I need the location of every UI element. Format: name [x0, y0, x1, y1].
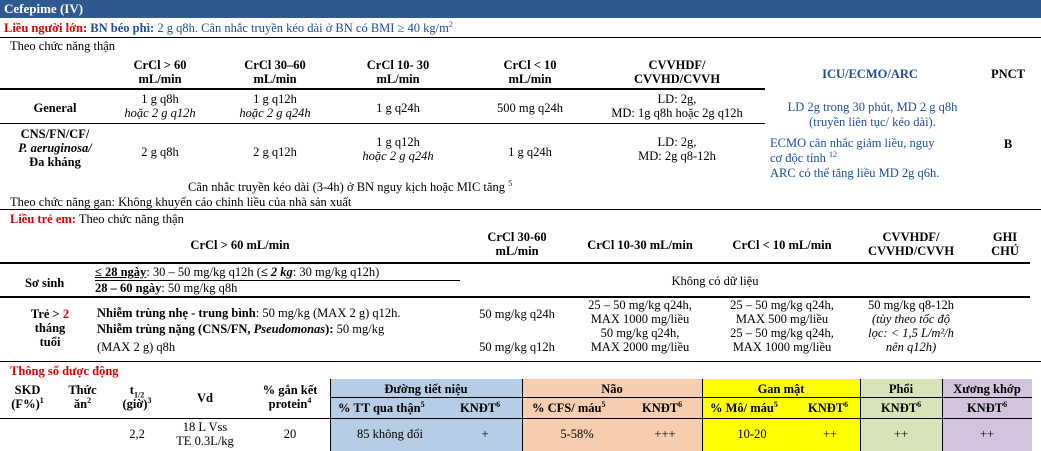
adult-dose-line — [4, 21, 453, 35]
pk-bile-kndt: ++ — [822, 427, 838, 441]
pk-bile-header: Gan mật — [757, 382, 805, 396]
pk-brain-pct-header: % CFS/ máu$^5$ — [532, 399, 606, 415]
drug-title: Cefepime (IV) — [4, 1, 84, 16]
pk-bone-kndt-header: KNĐT$^6$ — [966, 399, 1008, 415]
ped-col-crrt: CVVHDF/ CVVHD/CVVH — [867, 230, 955, 258]
neonate-line2: 28 – 60 ngày: 50 mg/kg q8h — [95, 281, 238, 295]
pk-vd-value: 18 L Vss TE 0.3L/kg — [176, 420, 234, 448]
pk-bile-pct: 10-20 — [737, 427, 767, 441]
col-icu: ICU/ECMO/ARC — [822, 67, 918, 81]
divider — [0, 88, 765, 90]
child-crcl-lt10: 25 – 50 mg/kg q24h, MAX 500 mg/liều 25 – 50 mg/kg q24h, MAX 1000 mg/liều — [730, 298, 834, 354]
no-data-text: Không có dữ liệu — [671, 274, 759, 288]
adult-heading: Liều người lớn: — [4, 21, 88, 35]
pk-heading: Thông số dược động — [10, 364, 119, 378]
row-cns-label: CNS/FN/CF/ P. aeruginosa/ Đa kháng — [18, 127, 92, 169]
ped-col-note: GHI CHÚ — [991, 230, 1019, 258]
pk-thalf-header: $t_{1/2}$ (giờ)$^3$ — [122, 383, 152, 411]
col-crcl-lt10: CrCl < 10 mL/min — [503, 58, 557, 86]
ped-col-crcl-lt10: CrCl < 10 mL/min — [732, 238, 832, 252]
pk-urinary-pct: 85 không đổi — [357, 427, 423, 441]
child-severe: Nhiễm trùng nặng (CNS/FN, Pseudomonas): 50 mg/kg — [97, 322, 385, 336]
divider — [330, 397, 1032, 398]
divider — [0, 361, 1041, 362]
row-general-label: General — [33, 101, 77, 115]
adult-renal-note: Theo chức năng thận — [10, 39, 115, 53]
general-crcl30: 1 g q12h hoặc 2 g q24h — [239, 92, 311, 120]
hepatic-note: Theo chức năng gan: Không khuyến cáo chỉnh liều của nhà sản xuất — [10, 195, 352, 209]
pk-lung-kndt: ++ — [893, 427, 909, 441]
pediatric-heading: Liều trẻ em: — [10, 212, 76, 226]
child-mild: Nhiễm trùng nhẹ - trung bình: 50 mg/kg (MAX 2 g) q12h. — [97, 306, 401, 320]
general-crcl60: 1 g q8h hoặc 2 g q12h — [124, 92, 196, 120]
general-crcl10: 1 g q24h — [376, 101, 420, 115]
general-crrt: LD: 2g, MD: 1g q8h hoặc 2g q12h — [611, 92, 743, 120]
pk-protein-header: % gắn kết protein$^4$ — [262, 383, 318, 411]
pk-vd-header: Vd — [197, 391, 213, 405]
pk-lung-header: Phổi — [888, 382, 914, 396]
obese-text: 2 g q8h. Cân nhắc truyền kéo dài ở BN có BMI ≥ 40 kg/m — [157, 21, 449, 35]
pk-urinary-kndt-header: KNĐT$^6$ — [460, 399, 501, 415]
pk-bone-kndt: ++ — [979, 427, 995, 441]
pk-bile-kndt-header: KNĐT$^6$ — [808, 399, 849, 415]
cns-crcl10: 1 g q12h hoặc 2 g q24h — [362, 135, 434, 163]
pk-brain-kndt: +++ — [654, 427, 676, 441]
divider — [0, 37, 1041, 38]
cns-crcl-lt10: 1 g q24h — [508, 145, 552, 159]
neonate-label: Sơ sinh — [25, 276, 65, 290]
general-crcl-lt10: 500 mg q24h — [497, 101, 563, 115]
child-severe-line2: (MAX 2 g) q8h — [97, 340, 176, 354]
col-crcl30: CrCl 30–60 mL/min — [244, 58, 306, 86]
child-crcl30-severe: 50 mg/kg q12h — [479, 340, 555, 354]
child-crrt: 50 mg/kg q8-12h (tùy theo tốc độ lọc: < 1,5 L/m²/h nên q12h) — [867, 298, 955, 354]
cns-crcl30: 2 g q12h — [253, 145, 297, 159]
divider — [0, 209, 1041, 210]
col-crcl10: CrCl 10- 30 mL/min — [366, 58, 430, 86]
pk-urinary-header: Đường tiết niệu — [384, 382, 468, 396]
pk-protein-value: 20 — [283, 427, 297, 441]
child-label: Trẻ > 2 tháng tuổi — [30, 307, 70, 349]
neonate-line1: ≤ 28 ngày: 30 – 50 mg/kg q12h (≤ 2 kg: 30 mg/kg q12h) — [95, 265, 380, 279]
pk-brain-kndt-header: KNĐT$^6$ — [642, 399, 683, 415]
divider — [0, 262, 1030, 264]
divider — [0, 123, 765, 124]
pnct-value: B — [1003, 137, 1013, 151]
pk-food-header: Thức $ăn^2$ — [68, 383, 97, 411]
obese-sup: 2 — [448, 19, 453, 29]
pediatric-renal-note: Theo chức năng thận — [78, 212, 184, 226]
extended-note: Cân nhắc truyền kéo dài (3-4h) ở BN nguy kịch hoặc MIC tăng $^5$ — [188, 178, 513, 194]
col-crrt: CVVHDF/ CVVHD/CVVH — [633, 58, 721, 86]
cns-crrt: LD: 2g, MD: 2g q8-12h — [638, 135, 716, 163]
title-bar — [0, 0, 1041, 18]
pk-urinary-pct-header: % TT qua thận$^5$ — [338, 399, 425, 415]
divider — [0, 418, 1032, 419]
pk-bone-header: Xương khớp — [953, 382, 1021, 396]
col-crcl60: CrCl > 60 mL/min — [133, 58, 187, 86]
pk-lung-kndt-header: KNĐT$^6$ — [880, 399, 922, 415]
ped-col-crcl10: CrCl 10-30 mL/min — [587, 238, 693, 252]
pk-thalf-value: 2,2 — [129, 427, 145, 441]
pediatric-heading-line — [10, 212, 184, 226]
pk-urinary-kndt: + — [481, 427, 489, 441]
icu-text: LD 2g trong 30 phút, MD 2 g q8h (truyền liên tục/ kéo dài). ECMO cân nhắc giảm liều, nguy cơ độc tính $^{12}$ ARC có thể tăng liều MD 2g q6h. — [770, 100, 958, 180]
col-pnct: PNCT — [990, 67, 1026, 81]
ped-col-crcl60: CrCl > 60 mL/min — [190, 238, 290, 252]
cns-crcl60: 2 g q8h — [141, 145, 179, 159]
child-crcl30-mild: 50 mg/kg q24h — [479, 307, 555, 321]
pk-bile-pct-header: % Mô/ máu$^5$ — [710, 399, 778, 415]
child-crcl10: 25 – 50 mg/kg q24h, MAX 1000 mg/liều 50 mg/kg q24h, MAX 2000 mg/liều — [588, 298, 692, 354]
obese-label: BN béo phì: — [90, 21, 155, 35]
ped-col-crcl30: CrCl 30-60 mL/min — [487, 230, 547, 258]
pk-skd-header: SKD $(F\%)^1$ — [11, 383, 44, 411]
pk-brain-header: Não — [601, 382, 623, 396]
pk-brain-pct: 5-58% — [560, 427, 594, 441]
